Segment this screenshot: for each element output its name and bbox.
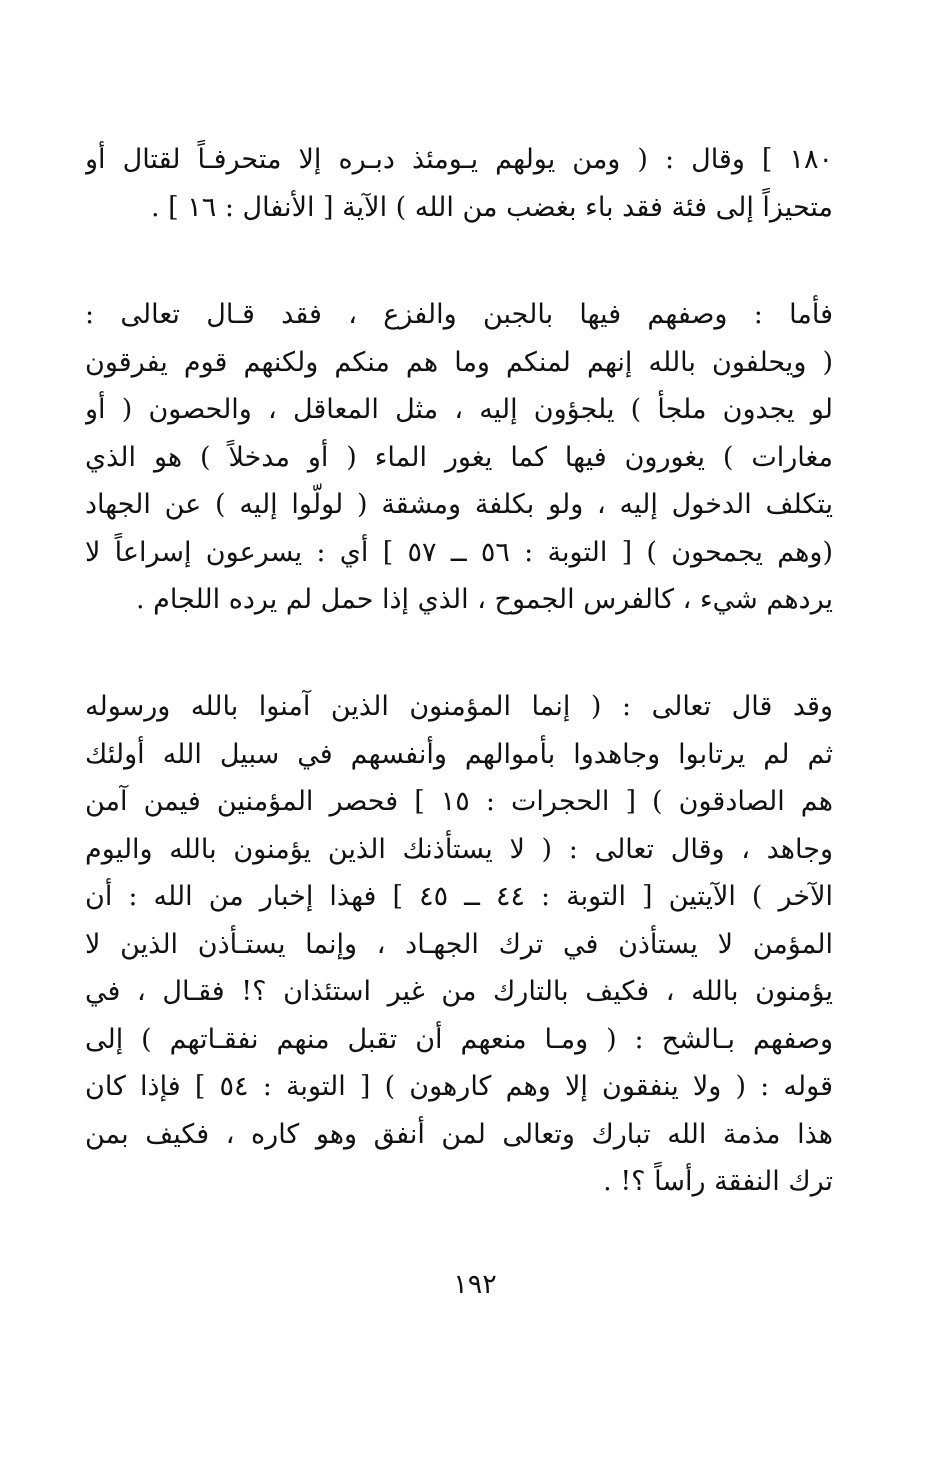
text-line: المؤمن لا يستأذن في ترك الجهـاد ، وإنما يستـأذن الذين لا: [85, 928, 833, 960]
text-line: يردهم شيء ، كالفرس الجموح ، الذي إذا حمل لم يرده اللجام .: [135, 584, 833, 615]
text-line: ( ويحلفون بالله إنهم لمنكم وما هم منكم ولكنهم قوم يفرقون: [85, 346, 833, 378]
text-line: الآخر ) الآيتين [ التوبة : ٤٤ ــ ٤٥ ] فهذا إخبار من الله : أن: [85, 881, 833, 912]
text-line: (وهم يجمحون ) [ التوبة : ٥٦ ــ ٥٧ ] أي : يسرعون إسراعاً لا: [85, 536, 833, 568]
text-line: فأما : وصفهم فيها بالجبن والفزع ، فقد قـال تعالى :: [85, 299, 833, 330]
page-number: ١٩٢: [453, 1269, 497, 1300]
text-line: يتكلف الدخول إليه ، ولو بكلفة ومشقة ( لولّوا إليه ) عن الجهاد: [85, 489, 833, 520]
text-line: ١٨٠ ] وقال : ( ومن يولهم يـومئذ دبـره إلا متحرفـاً لقتال أو: [85, 144, 833, 175]
paragraph-1: [85, 136, 833, 231]
text-line: متحيزاً إلى فئة فقد باء بغضب من الله ) الآية [ الأنفال : ١٦ ] .: [151, 191, 833, 223]
text-line: مغارات ) يغورون فيها كما يغور الماء ( أو مدخلاً ) هو الذي: [85, 441, 833, 473]
paragraph-2: [85, 291, 833, 624]
text-line: هذا مذمة الله تبارك وتعالى لمن أنفق وهو كاره ، فكيف بمن: [85, 1118, 833, 1150]
text-line: هم الصادقون ) [ الحجرات : ١٥ ] فحصر المؤمنين فيمن آمن: [85, 786, 833, 817]
text-line: لو يجدون ملجأ ) يلجؤون إليه ، مثل المعاقل ، والحصون ( أو: [85, 394, 833, 425]
text-line: ترك النفقة رأساً ؟! .: [603, 1166, 833, 1197]
text-line: وجاهد ، وقال تعالى : ( لا يستأذنك الذين يؤمنون بالله واليوم: [85, 833, 833, 865]
text-line: قوله : ( ولا ينفقون إلا وهم كارهون ) [ التوبة : ٥٤ ] فإذا كان: [85, 1071, 833, 1102]
text-line: وصفهم بـالشح : ( ومـا منعهم أن تقبل منهم نفقـاتهم ) إلى: [85, 1023, 833, 1055]
text-line: ثم لم يرتابوا وجاهدوا بأموالهم وأنفسهم في سبيل الله أولئك: [85, 738, 833, 770]
text-line: وقد قال تعالى : ( إنما المؤمنون الذين آمنوا بالله ورسوله: [85, 691, 833, 722]
text-line: يؤمنون بالله ، فكيف بالتارك من غير استئذان ؟! فقـال ، في: [85, 976, 833, 1007]
paragraph-3: [85, 683, 833, 1206]
